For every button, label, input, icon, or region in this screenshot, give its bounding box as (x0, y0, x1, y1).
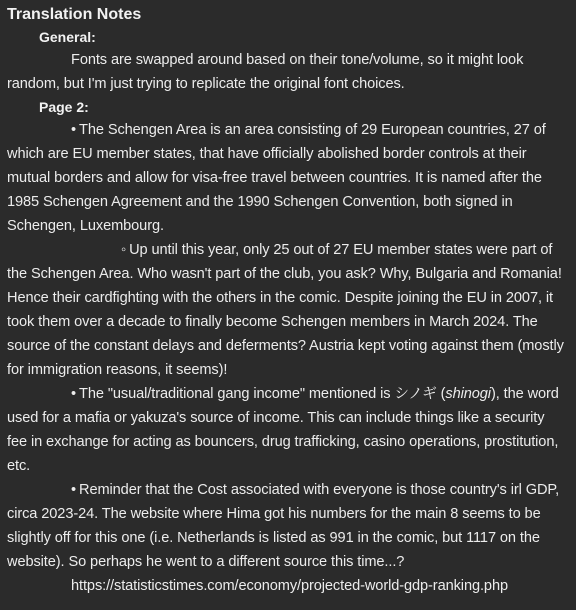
source-link[interactable]: https://statisticstimes.com/economy/projected-world-gdp-ranking.php (71, 578, 508, 594)
note-schengen-sub (7, 238, 568, 382)
note-gdp (7, 478, 568, 574)
note-gdp-text: Reminder that the Cost associated with everyone is those country's irl GDP, circa 2023-24. The website where Hima got his numbers for the main 8 seems to be slightly off for this one (i.e. Netherlands is listed as 991 in the comic, but 1117 on the website). So perhaps he went to a different source this time...? (7, 482, 560, 570)
document-title: Translation Notes (7, 6, 142, 23)
note-schengen-sub-text: Up until this year, only 25 out of 27 EU member states were part of the Schengen Area. Who wasn't part of the club, you ask? Why, Bulgaria and Romania! Hence their cardfighting with the others in the comic. Despite joining the EU in 2007, it took them over a decade to finally become Schengen members in March 2024. The source of the constant delays and deferments? Austria kept voting against them (mostly for immigration reasons, it seems)! (7, 242, 564, 378)
page-2-heading: Page 2: (39, 99, 89, 115)
bullet-icon: • (71, 122, 77, 138)
note-schengen-text: The Schengen Area is an area consisting of 29 European countries, 27 of which are EU member states, that have officially abolished border controls at their mutual borders and allow for visa-free travel between countries. It is named after the 1985 Schengen Agreement and the 1990 Schengen Convention, both signed in Schengen, Luxembourg. (7, 122, 546, 234)
note-shinogi-text-start: The "usual/traditional gang income" mentioned is シノギ ( (79, 386, 446, 402)
general-heading: General: (39, 29, 96, 45)
sub-bullet-icon: ◦ (121, 242, 127, 258)
bullet-icon: • (71, 482, 77, 498)
general-note: Fonts are swapped around based on their tone/volume, so it might look random, but I'm just trying to replicate the original font choices. (7, 52, 524, 92)
bullet-icon: • (71, 386, 77, 402)
note-shinogi-italic: shinogi (445, 386, 491, 402)
note-shinogi (7, 382, 568, 478)
note-shinogi-text-end: ), the word used for a mafia or yakuza's source of income. This can include things like a security fee in exchange for acting as bouncers, drug trafficking, casino operations, prostitution, etc. (7, 386, 559, 474)
note-schengen (7, 118, 568, 238)
